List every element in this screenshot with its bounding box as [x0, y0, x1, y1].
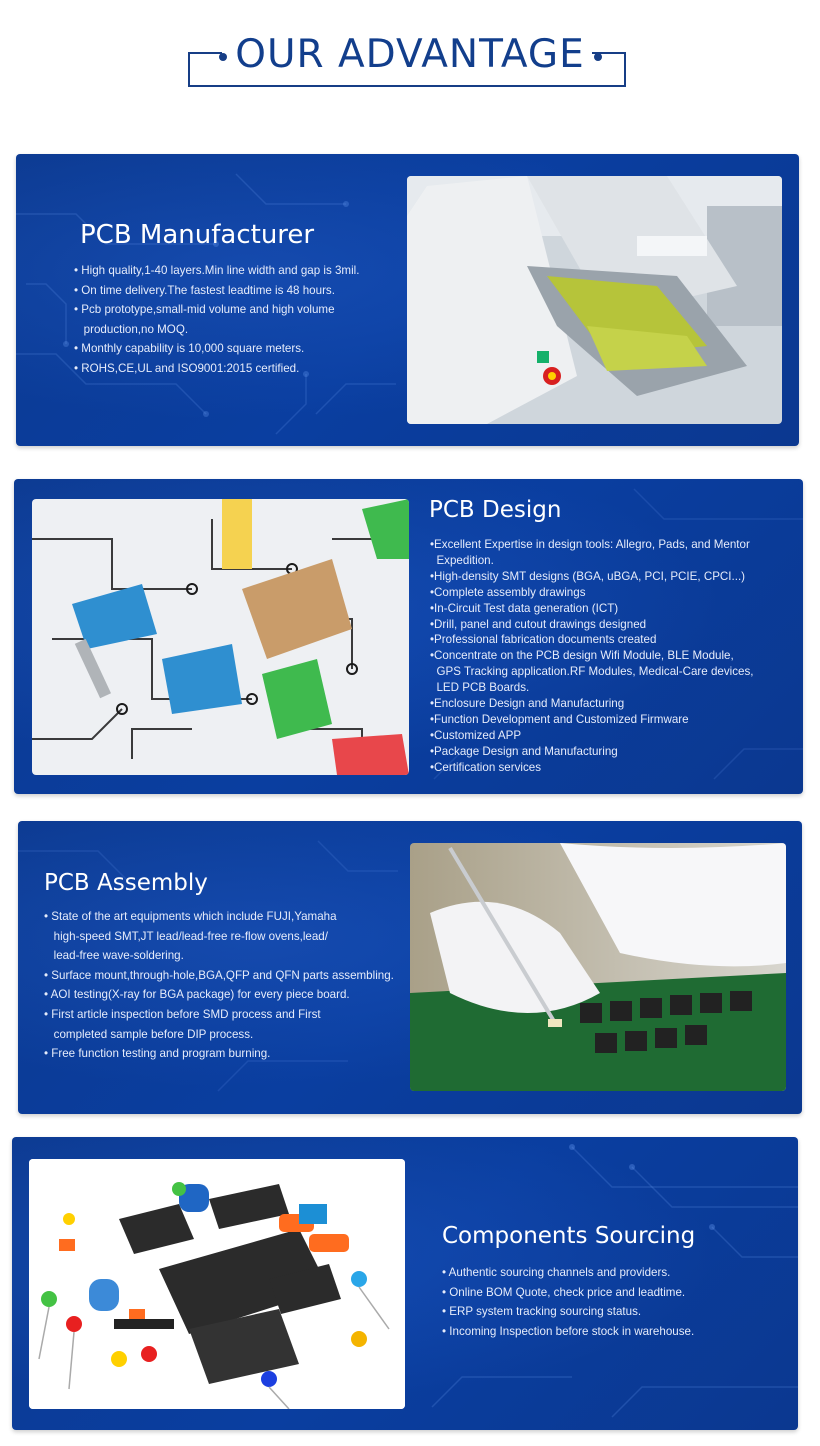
- list-item: •Customized APP: [430, 728, 522, 742]
- section-header: [0, 0, 820, 130]
- list-item: •Complete assembly drawings: [430, 585, 586, 599]
- list-item: • AOI testing(X-ray for BGA package) for every piece board.: [44, 988, 350, 1002]
- list-item: GPS Tracking application.RF Modules, Medical-Care devices,: [430, 665, 754, 679]
- list-item: • Pcb prototype,small-mid volume and high volume: [74, 303, 335, 317]
- list-item: • First article inspection before SMD process and First: [44, 1007, 321, 1021]
- list-item: completed sample before DIP process.: [44, 1027, 254, 1041]
- card-pcb-design: [14, 479, 803, 794]
- list-item: •Enclosure Design and Manufacturing: [430, 697, 625, 711]
- card-pcb-assembly: [18, 821, 802, 1114]
- list-item: • Monthly capability is 10,000 square meters.: [74, 342, 305, 356]
- list-item: • Online BOM Quote, check price and leadtime.: [442, 1285, 686, 1299]
- list-item: Expedition.: [430, 553, 494, 567]
- reflow-machine-photo: [407, 176, 782, 424]
- list-item: •Certification services: [430, 760, 542, 774]
- list-item: •Concentrate on the PCB design Wifi Module, BLE Module,: [430, 649, 734, 663]
- list-item: •Function Development and Customized Firmware: [430, 712, 689, 726]
- list-item: • ERP system tracking sourcing status.: [442, 1305, 642, 1319]
- section-title: PCB Assembly: [44, 870, 208, 896]
- list-item: production,no MOQ.: [74, 322, 189, 336]
- list-item: •In-Circuit Test data generation (ICT): [430, 601, 619, 615]
- feature-list: [44, 907, 394, 1064]
- electronic-components-photo: [29, 1159, 405, 1409]
- card-pcb-manufacturer: [16, 154, 799, 446]
- list-item: • Incoming Inspection before stock in warehouse.: [442, 1324, 695, 1338]
- list-item: • On time delivery.The fastest leadtime is 48 hours.: [74, 283, 335, 297]
- list-item: high-speed SMT,JT lead/lead-free re-flow ovens,lead/: [44, 929, 328, 943]
- list-item: • Surface mount,through-hole,BGA,QFP and QFN parts assembling.: [44, 968, 394, 982]
- card-components-sourcing: [12, 1137, 798, 1430]
- list-item: •Professional fabrication documents created: [430, 633, 657, 647]
- list-item: • Authentic sourcing channels and providers.: [442, 1266, 671, 1279]
- list-item: lead-free wave-soldering.: [44, 949, 184, 963]
- feature-list: [442, 1263, 694, 1341]
- list-item: • ROHS,CE,UL and ISO9001:2015 certified.: [74, 361, 300, 375]
- list-item: •High-density SMT designs (BGA, uBGA, PCI, PCIE, CPCI...): [430, 569, 746, 583]
- section-title: PCB Design: [429, 497, 562, 523]
- page-title: OUR ADVANTAGE: [235, 32, 585, 77]
- list-item: •Package Design and Manufacturing: [430, 744, 618, 758]
- list-item: • High quality,1-40 layers.Min line width and gap is 3mil.: [74, 264, 360, 277]
- feature-list: [74, 261, 359, 379]
- list-item: •Drill, panel and cutout drawings designed: [430, 617, 647, 631]
- list-item: •Excellent Expertise in design tools: Allegro, Pads, and Mentor: [430, 538, 750, 551]
- feature-list: [430, 537, 753, 776]
- section-title: PCB Manufacturer: [80, 220, 315, 250]
- list-item: • Free function testing and program burning.: [44, 1047, 271, 1061]
- list-item: LED PCB Boards.: [430, 681, 530, 695]
- circuit-components-photo: [32, 499, 409, 775]
- section-title: Components Sourcing: [442, 1223, 696, 1249]
- assembly-tweezers-photo: [410, 843, 786, 1091]
- list-item: • State of the art equipments which include FUJI,Yamaha: [44, 910, 337, 923]
